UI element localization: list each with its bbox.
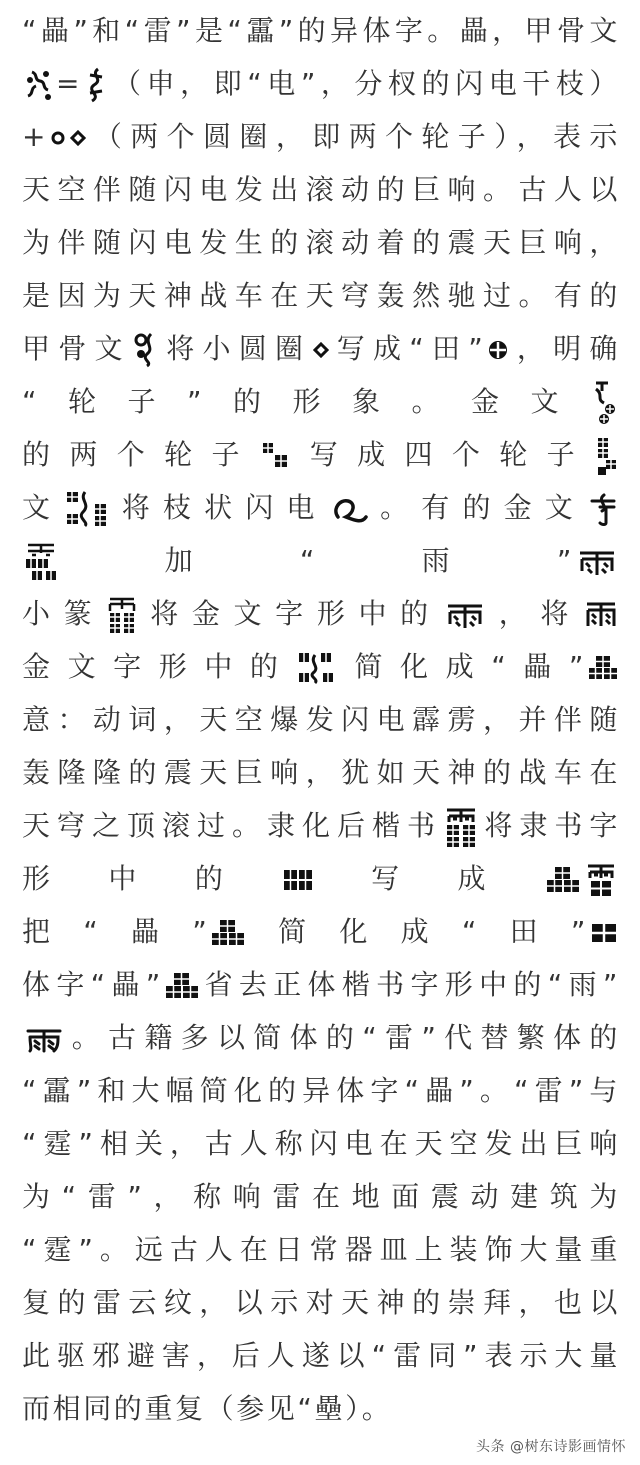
- text-run: 简化成“田”: [247, 915, 588, 948]
- bronze-lei-cluster-glyph: [65, 490, 109, 528]
- bronze-four-wheels-glyph: [297, 651, 337, 685]
- text-run: 。古籍多以简体的“雷”代替繁体的: [66, 1021, 620, 1054]
- text-run: “靁”和大幅简化的异体字“畾”。“雷”与: [22, 1074, 620, 1107]
- small-circle-glyph: [313, 342, 329, 358]
- clerical-tian-block-glyph: [283, 868, 313, 892]
- text-run: ，明确: [511, 332, 620, 365]
- article-body: [22, 4, 620, 1435]
- text-run: 省去正体楷书字形中的“雨”: [200, 968, 620, 1001]
- small-circle-glyph: [50, 130, 66, 146]
- source-watermark: 头条 @树东诗影画情怀: [476, 1439, 626, 1455]
- text-run: ，将: [487, 597, 583, 630]
- text-run: 而相同的重复（参见“壘）。: [22, 1392, 393, 1425]
- text-line: [22, 1011, 620, 1064]
- text-line: [22, 1117, 620, 1170]
- text-run: 写成四个轮子: [292, 438, 594, 471]
- seal-rain-glyph: [584, 600, 618, 630]
- text-line: [22, 163, 620, 216]
- text-run: 将小圆圈: [160, 332, 312, 365]
- text-run: “轮子”的形象。金文: [22, 385, 590, 418]
- seal-lei-glyph: [107, 595, 137, 635]
- text-run: 为伴随闪电发生的滚动着的震天巨响，: [22, 226, 620, 259]
- lightning-reshaped-glyph: [588, 491, 618, 527]
- rain-radical-glyph: [576, 547, 618, 577]
- text-line: [22, 1223, 620, 1276]
- text-line: [22, 799, 620, 852]
- oracle-lei-glyph: [24, 68, 54, 102]
- text-line-last: [22, 1382, 620, 1435]
- text-line: [22, 746, 620, 799]
- text-run: 。有的金文: [369, 491, 586, 524]
- text-line: [22, 534, 620, 587]
- text-run: 是因为天神战车在天穹轰然驰过。有的: [22, 279, 620, 312]
- text-run: 写成“田”: [331, 332, 486, 365]
- lei-three-tian-glyph: [211, 919, 245, 947]
- text-run: 为“雷”，称响雷在地面震动建筑为: [22, 1180, 620, 1213]
- text-line: [22, 322, 620, 375]
- bronze-lei-rain-glyph: [24, 541, 58, 583]
- oracle-lei-variant-glyph: [133, 332, 159, 368]
- text-line: [22, 428, 620, 481]
- text-run: 文: [22, 491, 64, 524]
- rain-radical-glyph: [444, 600, 486, 630]
- text-run: 复的雷云纹，以示对天神的崇拜，也以: [22, 1286, 620, 1319]
- text-line: [22, 375, 620, 428]
- text-line: [22, 905, 620, 958]
- text-line: [22, 1170, 620, 1223]
- clerical-lei-glyph: [444, 806, 478, 848]
- text-run: “霆”相关，古人称闪电在天空发出巨响: [22, 1127, 620, 1160]
- text-run: 的两个轮子: [22, 438, 259, 471]
- oracle-shen-glyph: [84, 67, 108, 103]
- text-run: （两个圆圈，即两个轮子），表示: [88, 120, 620, 153]
- text-line: [22, 693, 620, 746]
- text-run: 意：动词，天空爆发闪电霹雳，并伴随: [22, 703, 620, 736]
- regular-lei-glyph: [584, 862, 618, 898]
- rain-cursive-glyph: [24, 1025, 64, 1053]
- text-line: [22, 1329, 620, 1382]
- tian-glyph: [590, 922, 618, 944]
- text-line: [22, 216, 620, 269]
- text-line: [22, 587, 620, 640]
- text-run: 将隶书字: [480, 809, 620, 842]
- lei-three-tian-glyph: [588, 655, 618, 681]
- text-run: 天穹之顶滚过。隶化后楷书: [22, 809, 442, 842]
- text-line: [22, 640, 620, 693]
- text-line: [22, 1276, 620, 1329]
- text-run: （申，即“电”，分杈的闪电干枝）: [110, 67, 620, 100]
- text-run: “霆”。远古人在日常器皿上装饰大量重: [22, 1233, 620, 1266]
- text-run: 把“畾”: [22, 915, 210, 948]
- text-line: [22, 4, 620, 57]
- text-run: 天空伴随闪电发出滚动的巨响。古人以: [22, 173, 620, 206]
- text-line: [22, 1064, 620, 1117]
- bronze-lei-glyph: [592, 381, 618, 425]
- small-circle-glyph: [70, 130, 86, 146]
- text-run: 将金文字形中的: [139, 597, 442, 630]
- lei-three-tian-glyph: [546, 866, 580, 894]
- lightning-branch-glyph: [330, 491, 368, 527]
- text-run: =: [56, 67, 83, 100]
- text-line: [22, 481, 620, 534]
- text-line: [22, 269, 620, 322]
- text-run: 此驱邪避害，后人遂以“雷同”表示大量: [22, 1339, 620, 1372]
- text-line: [22, 958, 620, 1011]
- text-run: 小篆: [22, 597, 106, 630]
- text-line: [22, 57, 620, 110]
- four-tian-glyph: [596, 436, 618, 476]
- text-run: 写成: [315, 862, 544, 895]
- text-run: 简化成“畾”: [339, 650, 586, 683]
- text-run: 轰隆隆的震天巨响，犹如天神的战车在: [22, 756, 620, 789]
- two-tian-glyph: [261, 441, 291, 471]
- text-line: [22, 110, 620, 163]
- text-run: “畾”和“雷”是“靁”的异体字。畾，甲骨文: [22, 14, 620, 47]
- text-run: +: [22, 120, 49, 153]
- text-run: 加“雨”: [60, 544, 574, 577]
- text-run: 甲骨文: [22, 332, 131, 365]
- text-run: 形中的: [22, 862, 282, 895]
- lei-three-tian-glyph: [165, 972, 199, 1000]
- text-run: 将枝状闪电: [111, 491, 328, 524]
- tian-circle-glyph: [487, 339, 509, 361]
- text-run: 金文字形中的: [22, 650, 296, 683]
- text-run: 体字“畾”: [22, 968, 163, 1001]
- text-line: [22, 852, 620, 905]
